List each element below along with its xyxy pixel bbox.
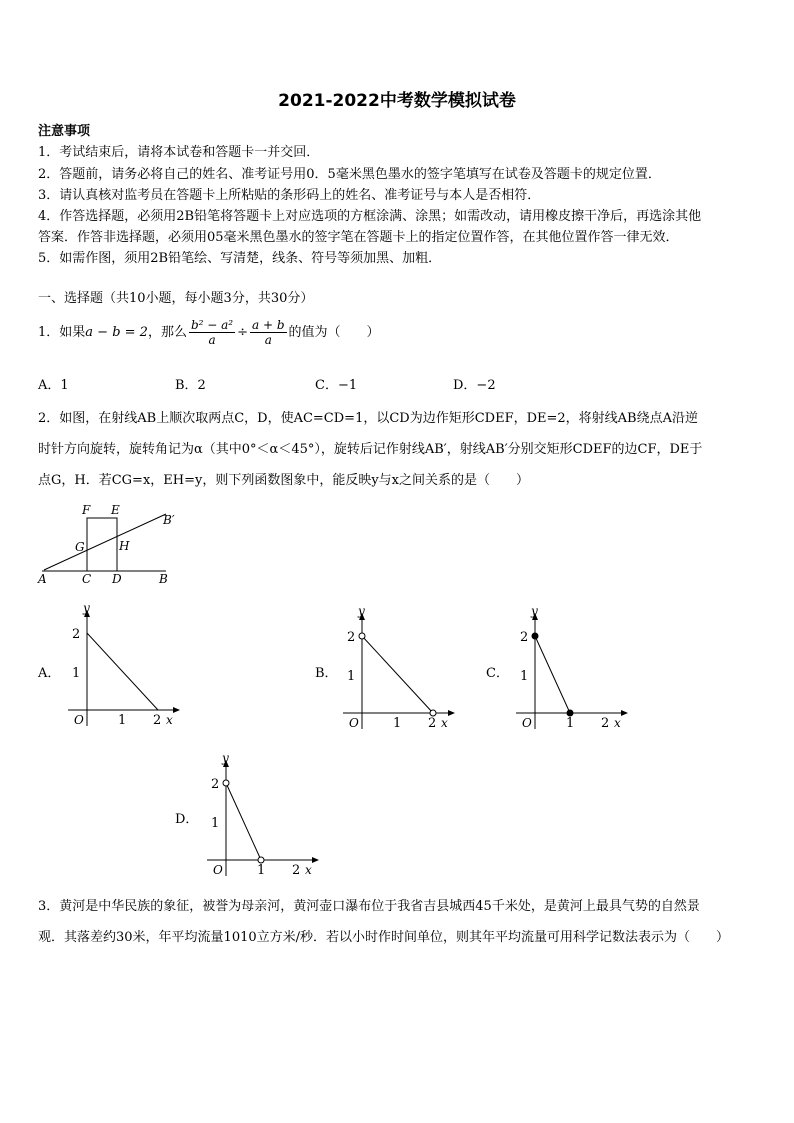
x-tick-1: 1 — [393, 716, 402, 731]
closed-endpoint — [532, 633, 538, 639]
label-b-prime: B′ — [163, 513, 175, 527]
question-3-line: 观．其落差约30米，年平均流量1010立方米/秒．若以小时作时间单位，则其年平均流量可用科学记数法表示为（ ） — [38, 930, 730, 945]
y-tick-1: 1 — [347, 669, 356, 684]
graph-line — [535, 636, 570, 713]
x-tick-2: 2 — [428, 716, 437, 731]
q1-frac2-denominator: a — [264, 333, 272, 347]
x-axis-label: x — [614, 716, 621, 730]
x-axis-arrow-icon — [312, 857, 319, 863]
q1-fraction-2 — [250, 318, 287, 347]
graph-line — [87, 633, 158, 710]
x-tick-2: 2 — [292, 863, 301, 878]
x-tick-1: 1 — [257, 863, 266, 878]
question-2-line: 2．如图，在射线AB上顺次取两点C，D，使AC=CD=1，以CD为边作矩形CDEF，DE=2，将射线AB绕点A沿逆 — [38, 411, 698, 426]
q2-geometry-figure — [32, 500, 192, 590]
origin-label: O — [349, 716, 359, 730]
q1-frac1-numerator: b² − a² — [190, 318, 234, 332]
origin-label: O — [522, 716, 532, 730]
x-tick-1: 1 — [118, 713, 127, 728]
x-axis-arrow-icon — [621, 710, 628, 716]
x-axis-label: x — [305, 863, 312, 877]
y-axis-label: y — [222, 751, 229, 765]
x-axis-arrow-icon — [448, 710, 455, 716]
question-3-line: 3．黄河是中华民族的象征，被誉为母亲河，黄河壶口瀑布位于我省吉县城西45千米处，是黄河上最具气势的自然景 — [38, 899, 700, 914]
label-b: B — [159, 572, 168, 586]
q1-operator: ÷ — [237, 325, 249, 340]
y-axis-label: y — [83, 601, 90, 615]
x-axis-label: x — [166, 713, 173, 727]
y-axis-label: y — [358, 604, 365, 618]
y-axis-label: y — [531, 604, 538, 618]
label-c: C — [82, 572, 92, 586]
q1-fraction-1 — [189, 318, 235, 347]
q2-option-b-label[interactable]: B． — [315, 666, 338, 681]
y-tick-1: 1 — [72, 666, 81, 681]
x-axis-arrow-icon — [173, 707, 180, 713]
x-axis-label: x — [441, 716, 448, 730]
q1-option-d[interactable]: D．−2 — [453, 378, 496, 393]
y-tick-2: 2 — [211, 777, 220, 792]
y-tick-1: 1 — [520, 669, 529, 684]
q1-mid: ，那么 — [147, 325, 187, 340]
q2-option-c-graph[interactable] — [508, 603, 638, 733]
origin-label: O — [213, 863, 223, 877]
section-heading: 一、选择题（共10小题，每小题3分，共30分） — [38, 291, 314, 306]
x-tick-2: 2 — [601, 716, 610, 731]
notice-item: 1．考试结束后，请将本试卷和答题卡一并交回． — [38, 145, 320, 160]
label-d: D — [112, 572, 122, 586]
q2-option-b-graph[interactable] — [335, 603, 465, 733]
q1-option-c[interactable]: C．−1 — [315, 378, 358, 393]
y-tick-2: 2 — [72, 627, 81, 642]
q2-option-d-label[interactable]: D． — [175, 812, 199, 827]
y-tick-1: 1 — [211, 816, 220, 831]
q1-option-b[interactable]: B．2 — [175, 378, 206, 393]
notice-item: 3．请认真核对监考员在答题卡上所粘贴的条形码上的姓名、准考证号与本人是否相符． — [38, 188, 541, 203]
notice-heading: 注意事项 — [38, 124, 91, 139]
q1-suffix: 的值为（ ） — [288, 325, 380, 340]
question-1 — [38, 318, 380, 347]
page-title: 2021-2022中考数学模拟试卷 — [278, 91, 516, 111]
q1-frac2-numerator: a + b — [252, 318, 285, 332]
x-tick-2: 2 — [153, 713, 162, 728]
q2-option-a-graph[interactable] — [60, 600, 190, 730]
x-tick-1: 1 — [566, 716, 575, 731]
notice-item: 2．答题前，请务必将自己的姓名、准考证号用0．5毫米黑色墨水的签字笔填写在试卷及答题卡的规定位置． — [38, 167, 661, 182]
notice-item: 答案．作答非选择题，必须用05毫米黑色墨水的签字笔在答题卡上的指定位置作答，在其他位置作答一律无效． — [38, 230, 679, 245]
q1-prefix: 1．如果 — [38, 325, 86, 340]
question-2-line: 点G，H．若CG=x，EH=y，则下列函数图象中，能反映y与x之间关系的是（ ） — [38, 473, 530, 488]
question-2-line: 时针方向旋转，旋转角记为α（其中0°＜α＜45°），旋转后记作射线AB′，射线AB′分别交矩形CDEF的边CF，DE于 — [38, 442, 703, 457]
q1-frac1-denominator: a — [208, 333, 216, 347]
notice-item: 5．如需作图，须用2B铅笔绘、写清楚，线条、符号等须加黑、加粗． — [38, 251, 442, 266]
q2-option-a-label[interactable]: A． — [38, 666, 61, 681]
label-e: E — [111, 503, 120, 517]
label-f: F — [82, 503, 91, 517]
rectangle-cdef — [87, 518, 117, 571]
label-g: G — [75, 540, 85, 554]
origin-label: O — [74, 713, 84, 727]
y-tick-2: 2 — [347, 630, 356, 645]
open-endpoint — [223, 780, 229, 786]
q1-condition: a − b = 2 — [85, 325, 148, 340]
label-a: A — [38, 572, 47, 586]
notice-item: 4．作答选择题，必须用2B铅笔将答题卡上对应选项的方框涂满、涂黑；如需改动，请用橡皮擦干净后，再选涂其他 — [38, 209, 702, 224]
q1-option-a[interactable]: A．1 — [38, 378, 69, 393]
ray-ab-prime — [44, 514, 166, 570]
open-endpoint — [359, 633, 365, 639]
graph-line — [226, 783, 261, 860]
graph-line — [362, 636, 433, 713]
q2-option-d-graph[interactable] — [199, 750, 329, 880]
y-tick-2: 2 — [520, 630, 529, 645]
label-h: H — [119, 539, 130, 553]
q2-option-c-label[interactable]: C． — [486, 666, 509, 681]
